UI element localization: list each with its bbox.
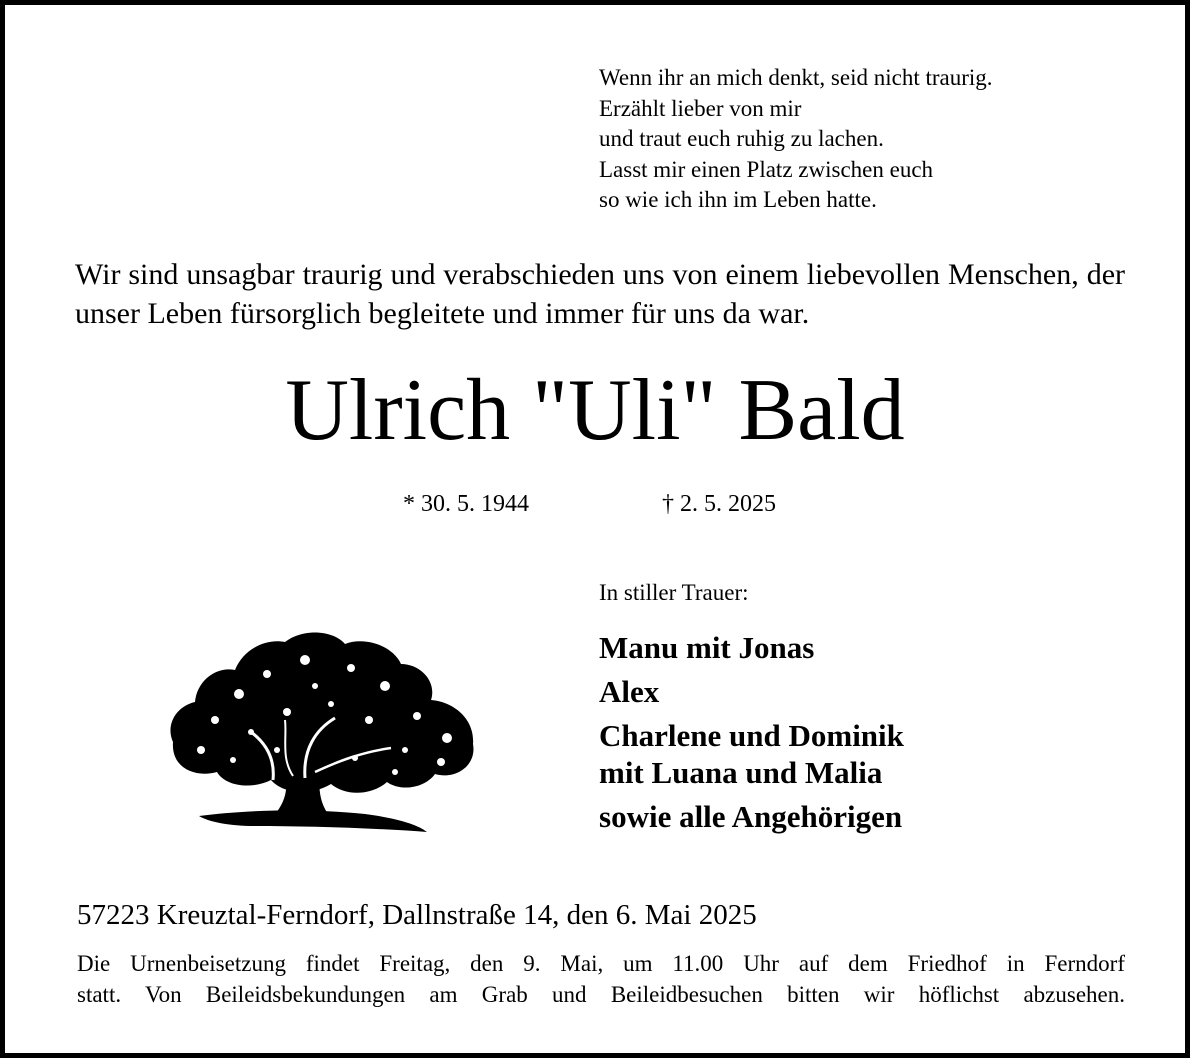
poem-line: Lasst mir einen Platz zwischen euch — [599, 156, 934, 182]
mourner-name: sowie alle Angehörigen — [599, 799, 903, 834]
birth-date: * 30. 5. 1944 — [403, 491, 529, 517]
mourning-intro: In stiller Trauer: — [599, 580, 749, 605]
poem-line: und traut euch ruhig zu lachen. — [599, 126, 884, 151]
mourner-name: mit Luana und Malia — [599, 755, 883, 790]
poem-line: Erzählt lieber von mir — [599, 95, 802, 121]
mourner-name: Manu mit Jonas — [599, 630, 815, 665]
notice-line: Die Urnenbeisetzung findet Freitag, den 9. Mai, um 11.00 Uhr auf dem Friedhof in Ferndorf — [77, 951, 1125, 976]
intro-text: Wir sind unsagbar traurig und verabschieden uns von einem liebevollen Menschen, der unser Leben fürsorglich begleitete und immer für uns da war. — [75, 258, 1125, 330]
place-and-date: 57223 Kreuztal-Ferndorf, Dallnstraße 14, den 6. Mai 2025 — [77, 899, 757, 931]
poem-line: so wie ich ihn im Leben hatte. — [599, 187, 877, 212]
tree-icon — [155, 620, 485, 835]
poem — [599, 63, 993, 216]
deceased-name: Ulrich "Uli" Bald — [285, 362, 905, 459]
mourners-list — [599, 629, 904, 835]
poem-line: Wenn ihr an mich denkt, seid nicht traurig. — [599, 65, 993, 90]
mourner-name: Charlene und Dominik — [599, 718, 904, 753]
death-date: † 2. 5. 2025 — [662, 491, 776, 517]
funeral-notice — [77, 948, 1125, 1010]
notice-line: statt. Von Beileidsbekundungen am Grab und Beileidbesuchen bitten wir höflichst abzusehen. — [77, 982, 1125, 1007]
mourner-name: Alex — [599, 674, 660, 709]
